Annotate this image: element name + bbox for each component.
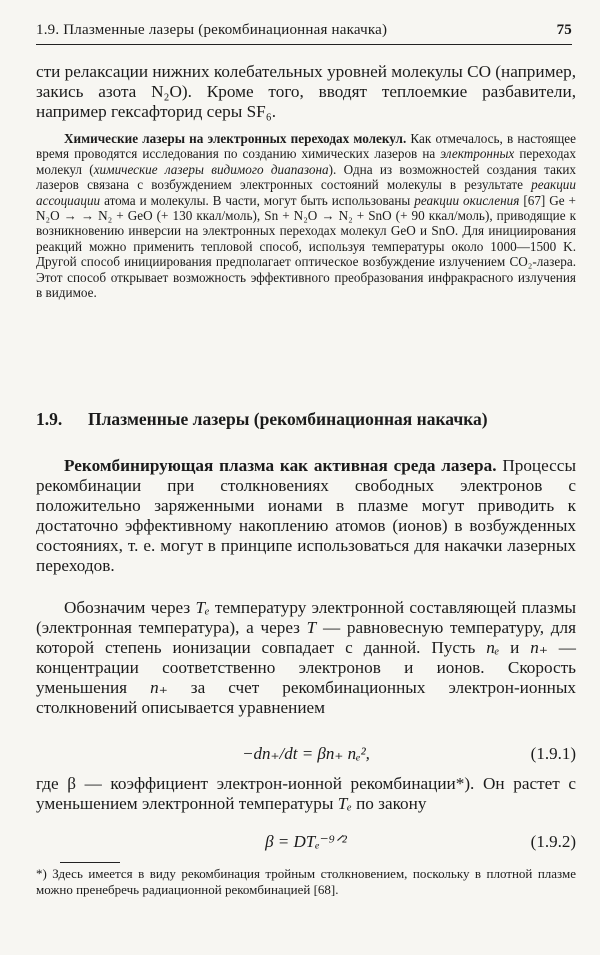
- plasma-body: Процессы рекомбинации при столкновениях свободных электронов с положительно заряженными ионами в плазме могут приводить к достаточно эффективному накоплению атомов (ионов) в возбужденных состояниях, т. е. могут в принципе использоваться для накачки лазерных переходов.: [36, 456, 576, 575]
- footnote-rule: [60, 862, 120, 863]
- chemical-lasers-text: [36, 131, 576, 300]
- symbol-T: T: [306, 618, 317, 637]
- chem-text-1: Как отмечалось, в настоящее время проводятся исследования по созданию химических лазеров на: [36, 131, 576, 162]
- chem-text-3: ). Одна из возможностей создания таких лазеров связана с возбуждением электронных состояний молекулы в результате: [36, 161, 576, 193]
- temp-text-1: Обозначим через: [64, 598, 196, 617]
- chem-italic-1: электронных: [440, 146, 515, 162]
- running-head-section: 1.9. Плазменные лазеры (рекомбинационная накачка): [36, 22, 388, 38]
- equation-1-label: (1.9.1): [530, 744, 576, 763]
- equation-2-expression: β = DTₑ⁻⁹ᐟ²: [265, 832, 347, 851]
- symbol-ne: nₑ: [486, 638, 500, 657]
- temp-text-4: и: [499, 638, 531, 657]
- chemical-lasers-paragraph: [36, 131, 576, 300]
- temp-text-6: за счет рекомбинационных электрон-ионных столкновений описывается уравнением: [36, 678, 576, 717]
- running-head: [36, 18, 572, 44]
- recombination-text: [36, 774, 576, 814]
- temperature-paragraph: [36, 598, 576, 718]
- temp-text-5: — концентрации соответственно электронов и ионов. Скорость уменьшения: [36, 638, 576, 697]
- intro-paragraph: [36, 62, 576, 122]
- equation-1-expression: −dn₊/dt = βn₊ nₑ²,: [242, 744, 370, 763]
- footnote: *) Здесь имеется в виду рекомбинация тройным столкновением, поскольку в плотной плазме можно пренебречь радиационной рекомбинацией [68].: [36, 866, 576, 897]
- equation-1-9-2: [36, 832, 576, 854]
- chemical-lasers-run-in: Химические лазеры на электронных переходах молекул.: [64, 131, 407, 146]
- chem-text-4: атома и молекулы. В части, могут быть использованы: [100, 192, 415, 208]
- plasma-text: [36, 456, 576, 576]
- intro-text: сти релаксации нижних колебательных уровней молекулы CO (например, закись азота N₂O). Кроме того, вводят теплоемкие разбавители, например гексафторид серы SF₆.: [36, 62, 576, 121]
- header-rule: [36, 44, 572, 45]
- temp-text-3: — равновесную температуру, для которой степень ионизации совпадает с данной. Пусть: [36, 618, 576, 657]
- chem-text-5: [67] Ge + N₂O → → N₂ + GeO (+ 130 ккал/моль), Sn + N₂O → N₂ + SnO (+ 90 ккал/моль), приводящие к возникновению инверсии на электронных переходах молекул GeO и SnO. Для инициирования реакций можно применить тепловой способ, используя температуры около 1000—1500 K. Другой способ инициирования предполагает оптическое возбуждение излучением CO₂-лазера. Этот способ открывает возможность эффективного преобразования инфракрасного излучения в видимое.: [36, 192, 576, 301]
- chem-italic-2: химические лазеры видимого диапазона: [93, 161, 329, 177]
- after-eq-text-1: где β — коэффициент электрон-ионной рекомбинации*). Он растет с уменьшением электронной температуры: [36, 774, 576, 813]
- symbol-nplus-2: n₊: [150, 678, 168, 697]
- temp-text-2: температуру электронной составляющей плазмы (электронная температура), а через: [36, 598, 576, 637]
- symbol-Te-2: Tₑ: [337, 794, 352, 813]
- page-number: 75: [556, 22, 572, 38]
- section-heading: [36, 409, 576, 430]
- plasma-run-in: Рекомбинирующая плазма как активная среда лазера.: [64, 456, 497, 475]
- section-number: 1.9.: [36, 409, 63, 429]
- temperature-text: [36, 598, 576, 718]
- plasma-paragraph: [36, 456, 576, 576]
- equation-2-label: (1.9.2): [530, 832, 576, 851]
- equation-1-9-1: [36, 744, 576, 766]
- chem-italic-4: реакции окисления: [414, 192, 520, 208]
- recombination-paragraph: [36, 774, 576, 814]
- chem-text-2: переходах молекул (: [36, 146, 576, 177]
- after-eq-text-2: по закону: [351, 794, 427, 813]
- symbol-nplus: n₊: [530, 638, 548, 657]
- section-title: Плазменные лазеры (рекомбинационная накачка): [88, 409, 488, 429]
- symbol-Te: Tₑ: [195, 598, 210, 617]
- chem-italic-3: реакции ассоциации: [36, 177, 576, 208]
